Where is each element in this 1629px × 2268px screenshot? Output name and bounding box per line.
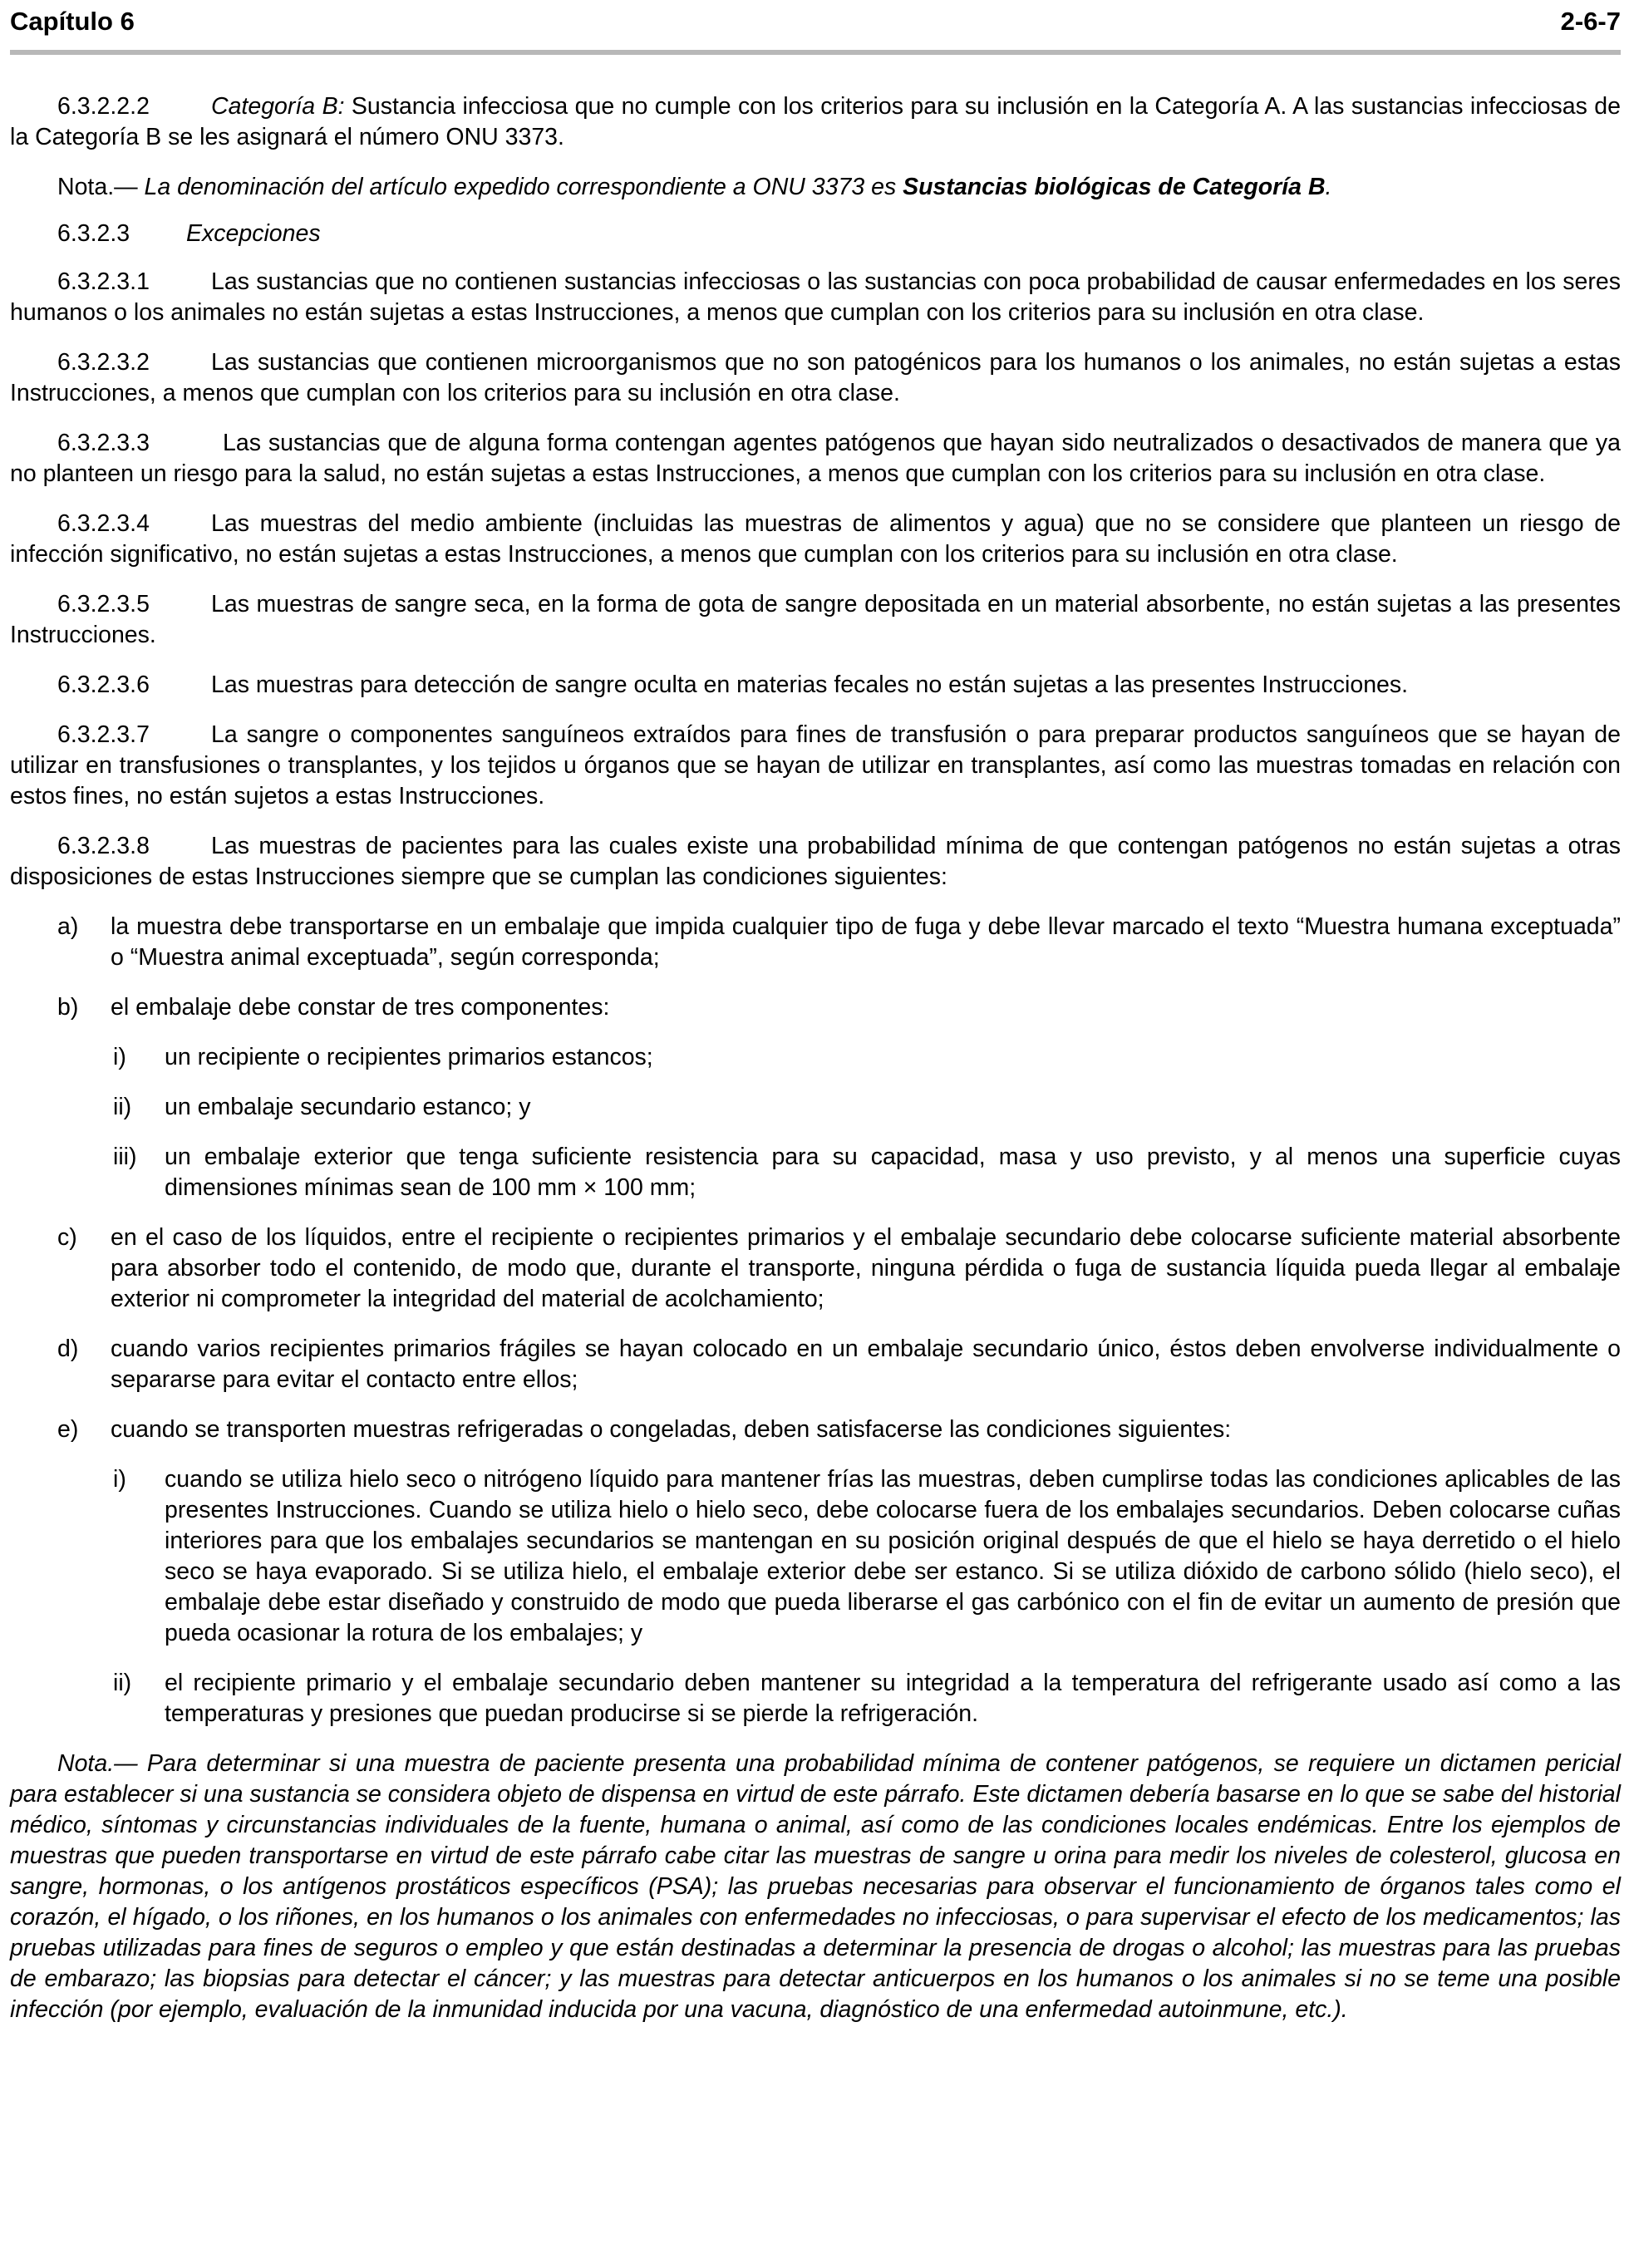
paragraph-6-3-2-3-5 bbox=[10, 589, 1621, 651]
document-page bbox=[10, 0, 1621, 2025]
note-label: Nota.— bbox=[57, 1750, 138, 1777]
list-item-b bbox=[10, 992, 1621, 1023]
paragraph-number: 6.3.2.3.2 bbox=[57, 349, 150, 376]
paragraph-6-3-2-3-1 bbox=[10, 267, 1621, 328]
note-final bbox=[10, 1749, 1621, 2025]
list-label: ii) bbox=[113, 1094, 132, 1120]
paragraph-text: Las muestras de sangre seca, en la forma de gota de sangre depositada en un material absorbente, no están sujetas a las presentes Instrucciones. bbox=[10, 591, 1621, 648]
note-end: . bbox=[1325, 174, 1332, 200]
paragraph-text: Las muestras del medio ambiente (incluidas las muestras de alimentos y agua) que no se considere que planteen un riesgo de infección significativo, no están sujetas a estas Instrucciones, a menos que cumplan con los criterios para su inclusión en otra clase. bbox=[10, 510, 1621, 568]
paragraph-6-3-2-3-7 bbox=[10, 720, 1621, 812]
paragraph-text: Las sustancias que de alguna forma contengan agentes patógenos que hayan sido neutralizados o desactivados de manera que ya no planteen un riesgo para la salud, no están sujetas a estas Instrucciones, a menos que cumplan con los criterios para su inclusión en otra clase. bbox=[10, 430, 1621, 487]
list-label: b) bbox=[57, 994, 79, 1021]
list-text: un recipiente o recipientes primarios estancos; bbox=[165, 1044, 653, 1070]
category-label: Categoría B: bbox=[211, 93, 345, 120]
paragraph-6-3-2-3-6 bbox=[10, 670, 1621, 701]
list-text: en el caso de los líquidos, entre el recipiente o recipientes primarios y el embalaje secundario debe colocarse suficiente material absorbente para absorber todo el contenido, de modo que, durante el transporte, ninguna pérdida o fuga de sustancia líquida pueda llegar al embalaje exterior ni comprometer la integridad del material de acolchamiento; bbox=[111, 1224, 1621, 1312]
paragraph-text: Las sustancias que no contienen sustancias infecciosas o las sustancias con poca probabilidad de causar enfermedades en los seres humanos o los animales no están sujetas a estas Instrucciones, a menos que cumplan con los criterios para su inclusión en otra clase. bbox=[10, 268, 1621, 326]
note-label: Nota.— bbox=[57, 174, 138, 200]
list-text: cuando se utiliza hielo seco o nitrógeno líquido para mantener frías las muestras, deben cumplirse todas las condiciones aplicables de las presentes Instrucciones. Cuando se utiliza hielo o hielo seco, debe colocarse fuera de los embalajes secundarios. Deben colocarse cuñas interiores para que los embalajes secundarios se mantengan en su posición original después de que el hielo se haya derretido o el hielo seco se haya evaporado. Si se utiliza hielo, el embalaje exterior debe ser estanco. Si se utiliza dióxido de carbono sólido (hielo seco), el embalaje debe estar diseñado y construido de modo que pueda liberarse el gas carbónico con el fin de evitar un aumento de presión que pueda ocasionar la rotura de los embalajes; y bbox=[165, 1466, 1621, 1646]
list-text: cuando varios recipientes primarios frágiles se hayan colocado en un embalaje secundario único, éstos deben envolverse individualmente o separarse para evitar el contacto entre ellos; bbox=[111, 1336, 1621, 1393]
paragraph-number: 6.3.2.3.6 bbox=[57, 672, 150, 698]
note-text: Para determinar si una muestra de paciente presenta una probabilidad mínima de contener patógenos, se requiere un dictamen pericial para establecer si una sustancia se considera objeto de dispensa en virtud de este párrafo. Este dictamen debería basarse en lo que se sabe del historial médico, síntomas y circunstancias individuales de la fuente, humana o animal, así como de las condiciones locales endémicas. Entre los ejemplos de muestras que pueden transportarse en virtud de este párrafo cabe citar las muestras de sangre u orina para medir los niveles de colesterol, glucosa en sangre, hormonas, o los antígenos prostáticos específicos (PSA); las pruebas necesarias para observar el funcionamiento de órganos tales como el corazón, el hígado, o los riñones, en los humanos o los animales con enfermedades no infecciosas, o para supervisar el efecto de los medicamentos; las pruebas utilizadas para fines de seguros o empleo y que están destinadas a determinar la presencia de drogas o alcohol; las muestras para las pruebas de embarazo; las biopsias para detectar el cáncer; y las muestras para detectar anticuerpos en los humanos o los animales si no se teme una posible infección (por ejemplo, evaluación de la inmunidad inducida por una vacuna, diagnóstico de una enfermedad autoinmune, etc.). bbox=[10, 1750, 1621, 2023]
list-text: la muestra debe transportarse en un embalaje que impida cualquier tipo de fuga y debe llevar marcado el texto “Muestra humana exceptuada” o “Muestra animal exceptuada”, según corresponda; bbox=[111, 913, 1621, 971]
list-text: el recipiente primario y el embalaje secundario deben mantener su integridad a la temperatura del refrigerante usado así como a las temperaturas y presiones que puedan producirse si se pierde la refrigeración. bbox=[165, 1670, 1621, 1727]
note-paragraph bbox=[10, 172, 1621, 203]
list-item-d bbox=[10, 1334, 1621, 1395]
paragraph-number: 6.3.2.3.5 bbox=[57, 591, 150, 617]
paragraph-6-3-2-3-3 bbox=[10, 428, 1621, 490]
paragraph-6-3-2-3-8 bbox=[10, 831, 1621, 893]
paragraph-number: 6.3.2.2.2 bbox=[57, 93, 150, 120]
list-text: un embalaje exterior que tenga suficiente resistencia para su capacidad, masa y uso previsto, y al menos una superficie cuyas dimensiones mínimas sean de 100 mm × 100 mm; bbox=[165, 1144, 1621, 1201]
paragraph-text: Las muestras para detección de sangre oculta en materias fecales no están sujetas a las presentes Instrucciones. bbox=[211, 672, 1409, 698]
header-rule bbox=[10, 50, 1621, 55]
list-item-c bbox=[10, 1223, 1621, 1315]
list-label: i) bbox=[113, 1466, 126, 1493]
list-label: a) bbox=[57, 913, 79, 940]
paragraph-6-3-2-3-2 bbox=[10, 347, 1621, 409]
list-item-b-i bbox=[10, 1042, 1621, 1073]
paragraph-number: 6.3.2.3.3 bbox=[57, 430, 150, 456]
paragraph-6-3-2-2-2 bbox=[10, 91, 1621, 153]
paragraph-number: 6.3.2.3.7 bbox=[57, 721, 150, 748]
list-item-e-ii bbox=[10, 1668, 1621, 1729]
list-item-b-iii bbox=[10, 1142, 1621, 1203]
list-label: e) bbox=[57, 1416, 79, 1443]
note-text: La denominación del artículo expedido correspondiente a ONU 3373 es bbox=[137, 174, 903, 200]
list-item-e-i bbox=[10, 1464, 1621, 1649]
paragraph-number: 6.3.2.3.4 bbox=[57, 510, 150, 537]
paragraph-number: 6.3.2.3.1 bbox=[57, 268, 150, 295]
list-item-a bbox=[10, 912, 1621, 973]
list-text: cuando se transporten muestras refrigeradas o congeladas, deben satisfacerse las condiciones siguientes: bbox=[111, 1416, 1232, 1443]
paragraph-text: Las muestras de pacientes para las cuales existe una probabilidad mínima de que contengan patógenos no están sujetas a otras disposiciones de estas Instrucciones siempre que se cumplan las condiciones siguientes: bbox=[10, 833, 1621, 890]
section-number: 6.3.2.3 bbox=[57, 220, 130, 247]
section-title: Excepciones bbox=[186, 220, 321, 247]
list-item-e bbox=[10, 1414, 1621, 1445]
note-bold-term: Sustancias biológicas de Categoría B bbox=[903, 174, 1326, 200]
list-label: c) bbox=[57, 1224, 77, 1251]
section-heading bbox=[10, 219, 1621, 249]
list-label: iii) bbox=[113, 1144, 137, 1170]
list-label: i) bbox=[113, 1044, 126, 1070]
list-label: d) bbox=[57, 1336, 79, 1362]
page-header bbox=[10, 0, 1621, 38]
paragraph-text: La sangre o componentes sanguíneos extraídos para fines de transfusión o para preparar productos sanguíneos que se hayan de utilizar en transfusiones o transplantes, y los tejidos u órganos que se hayan de utilizar en transplantes, así como las muestras tomadas en relación con estos fines, no están sujetos a estas Instrucciones. bbox=[10, 721, 1621, 809]
list-text: el embalaje debe constar de tres componentes: bbox=[111, 994, 610, 1021]
chapter-title: Capítulo 6 bbox=[10, 7, 135, 36]
list-label: ii) bbox=[113, 1670, 132, 1696]
paragraph-text: Las sustancias que contienen microorganismos que no son patogénicos para los humanos o los animales, no están sujetas a estas Instrucciones, a menos que cumplan con los criterios para su inclusión en otra clase. bbox=[10, 349, 1621, 406]
page-number: 2-6-7 bbox=[1560, 7, 1621, 36]
list-item-b-ii bbox=[10, 1092, 1621, 1123]
list-text: un embalaje secundario estanco; y bbox=[165, 1094, 531, 1120]
paragraph-text: Sustancia infecciosa que no cumple con los criterios para su inclusión en la Categoría A. A las sustancias infecciosas de la Categoría B se les asignará el número ONU 3373. bbox=[10, 93, 1621, 150]
paragraph-6-3-2-3-4 bbox=[10, 509, 1621, 570]
paragraph-number: 6.3.2.3.8 bbox=[57, 833, 150, 859]
